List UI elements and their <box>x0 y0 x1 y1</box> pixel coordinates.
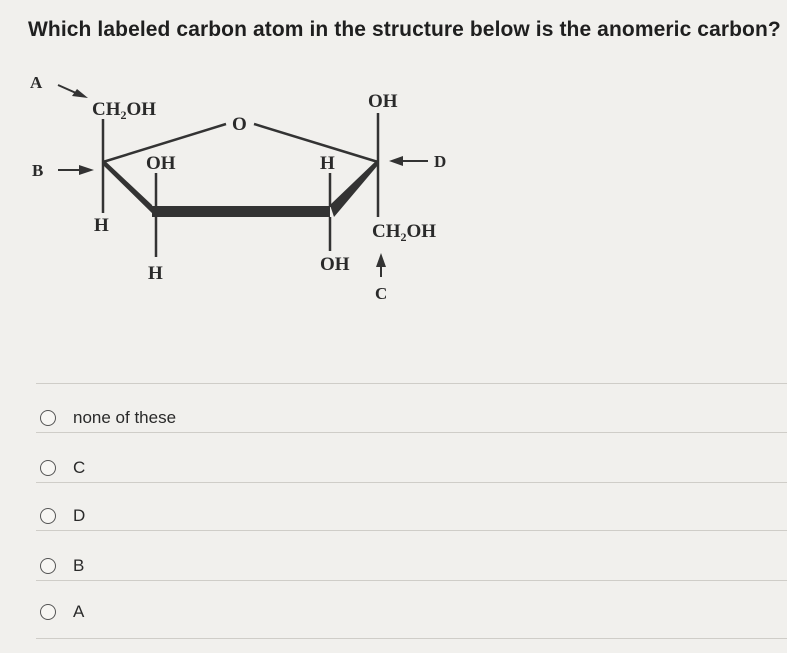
option-a[interactable] <box>40 602 84 622</box>
h-bottom-left-label: H <box>148 263 163 284</box>
radio-button[interactable] <box>40 604 56 620</box>
radio-button[interactable] <box>40 558 56 574</box>
arrow-d-head <box>389 156 403 166</box>
ch2oh-top-label: $CH_2OH$ <box>92 99 157 122</box>
option-b[interactable] <box>40 556 84 576</box>
oh-bottom-label: OH <box>320 254 350 275</box>
ring-oxygen-label: O <box>232 114 247 135</box>
option-label: B <box>73 556 85 575</box>
radio-button[interactable] <box>40 460 56 476</box>
option-label: C <box>73 458 86 477</box>
divider <box>36 530 787 531</box>
radio-button[interactable] <box>40 508 56 524</box>
oh-left-label: OH <box>146 153 176 174</box>
divider <box>36 638 787 639</box>
divider <box>36 432 787 433</box>
ch2oh-right-label: $CH_2OH$ <box>372 221 437 244</box>
question-text: Which labeled carbon atom in the structure below is the anomeric carbon? <box>28 18 781 41</box>
label-a: A <box>30 73 43 92</box>
fructose-structure-diagram <box>0 55 500 315</box>
divider <box>36 580 787 581</box>
option-label: D <box>73 506 86 525</box>
arrow-b-head <box>79 165 94 175</box>
option-d[interactable] <box>40 506 85 526</box>
option-label: A <box>73 602 85 621</box>
oh-top-right-label: OH <box>368 91 398 112</box>
option-none-of-these[interactable] <box>40 408 176 428</box>
label-d: D <box>434 152 447 171</box>
radio-button[interactable] <box>40 410 56 426</box>
h-left-label: H <box>94 215 109 236</box>
arrow-a-head <box>72 89 88 98</box>
label-b: B <box>32 161 44 180</box>
divider <box>36 383 787 384</box>
h-right-label: H <box>320 153 335 174</box>
option-c[interactable] <box>40 458 85 478</box>
ring-bond-o-c5 <box>254 124 378 162</box>
ring-bond-c4-c5 <box>330 159 378 217</box>
arrow-c-head <box>376 253 386 267</box>
arrow-a-shaft <box>58 85 76 93</box>
option-label: none of these <box>73 408 177 427</box>
ring-bond-c3-c4 <box>152 206 330 217</box>
label-c: C <box>375 284 388 303</box>
divider <box>36 482 787 483</box>
